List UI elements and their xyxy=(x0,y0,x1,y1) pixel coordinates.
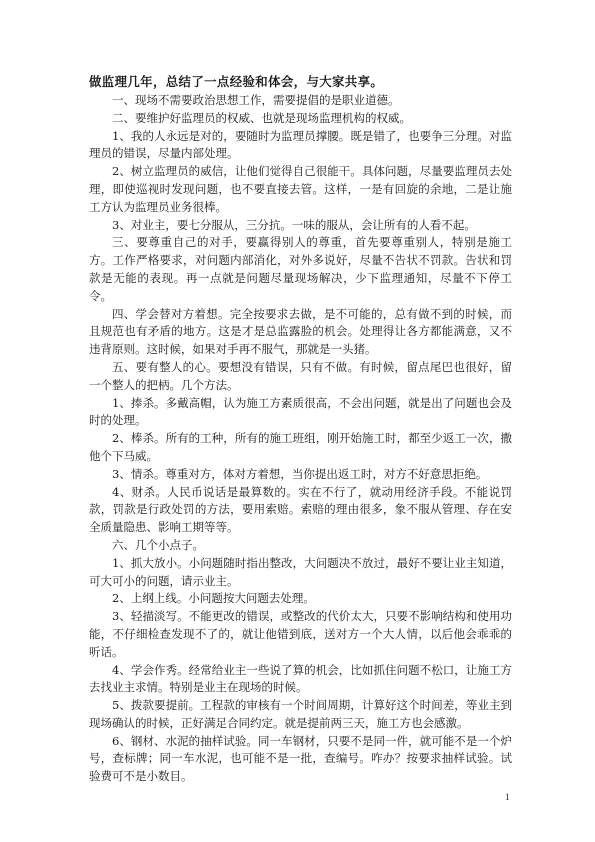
paragraph: 4、财杀。人民币说话是最算数的。实在不行了，就动用经济手段。不能说罚款，罚款是行政处罚的方法，要用索赔。索赔的理由很多，象不服从管理、存在安全质量隐患、影响工期等等。 xyxy=(89,484,512,535)
paragraph-list xyxy=(89,92,512,786)
document-body xyxy=(89,72,512,786)
paragraph: 三、要尊重自己的对手，要赢得别人的尊重，首先要尊重别人，特别是施工方。工作严格要求，对问题内部消化，对外多说好，尽量不告状不罚款。告状和罚款是无能的表现。再一点就是问题尽量现场解决，少下监理通知，尽量不下停工令。 xyxy=(89,235,512,303)
paragraph: 六、几个小点子。 xyxy=(112,537,204,552)
paragraph: 五、要有整人的心。要想没有错误，只有不做。有时候，留点尾巴也很好，留一个整人的把柄。几个方法。 xyxy=(89,359,512,392)
paragraph: 2、树立监理员的威信，让他们觉得自己很能干。具体问题，尽量要监理员去处理，即使巡视时发现问题，也不要直接去管。这样，一是有回旋的余地，二是让施工方认为监理员业务很棒。 xyxy=(89,164,512,214)
paragraph: 四、学会替对方着想。完全按要求去做，是不可能的，总有做不到的时候，而且规范也有矛盾的地方。这是才是总监露脸的机会。处理得让各方都能满意，又不违背原则。这时候，如果对手再不服气，那就是一头猪。 xyxy=(89,306,512,357)
paragraph: 2、上纲上线。小问题按大问题去处理。 xyxy=(112,591,315,606)
paragraph: 一、现场不需要政治思想工作，需要提倡的是职业道德。 xyxy=(112,93,400,107)
document-title: 做监理几年，总结了一点经验和体会，与大家共享。 xyxy=(89,74,384,89)
paragraph: 3、情杀。尊重对方，体对方着想，当你提出返工时，对方不好意思拒绝。 xyxy=(112,466,488,481)
paragraph: 3、轻描淡写。不能更改的错误，或整改的代价太大，只要不影响结构和使用功能，不仔细检查发现不了的，就让他错到底，送对方一个大人情，以后他会乖乖的听话。 xyxy=(89,609,512,659)
paragraph: 3、对业主，要七分服从，三分抗。一味的服从，会让所有的人看不起。 xyxy=(112,217,476,232)
paragraph: 1、我的人永远是对的，要随时为监理员撑腰。既是错了，也要争三分理。对监理员的错误，尽量内部处理。 xyxy=(89,128,512,161)
paragraph: 4、学会作秀。经常给业主一些说了算的机会，比如抓住问题不松口，让施工方去找业主求情。特别是业主在现场的时候。 xyxy=(89,662,512,695)
paragraph: 1、捧杀。多戴高帽，认为施工方素质很高，不会出问题，就是出了问题也会及时的处理。 xyxy=(89,395,512,428)
paragraph: 6、钢材、水泥的抽样试验。同一车钢材，只要不是同一件，就可能不是一个炉号，查标牌；同一车水泥，也可能不是一批，查编号。咋办？按要求抽样试验。试验费可不是小数目。 xyxy=(89,733,512,784)
page-number: 1 xyxy=(505,792,510,802)
paragraph: 1、抓大放小。小问题随时指出整改，大问题决不放过，最好不要让业主知道，可大可小的问题，请示业主。 xyxy=(89,555,512,588)
paragraph: 5、拨款要提前。工程款的审核有一个时间周期，计算好这个时间差，等业主到现场确认的时候，正好满足合同约定。就是提前两三天，施工方也会感激。 xyxy=(89,698,512,730)
paragraph: 2、棒杀。所有的工种，所有的施工班组，刚开始施工时，都至少返工一次，撒他个下马威。 xyxy=(89,431,512,463)
paragraph: 二、要维护好监理员的权威、也就是现场监理机构的权威。 xyxy=(112,110,411,125)
